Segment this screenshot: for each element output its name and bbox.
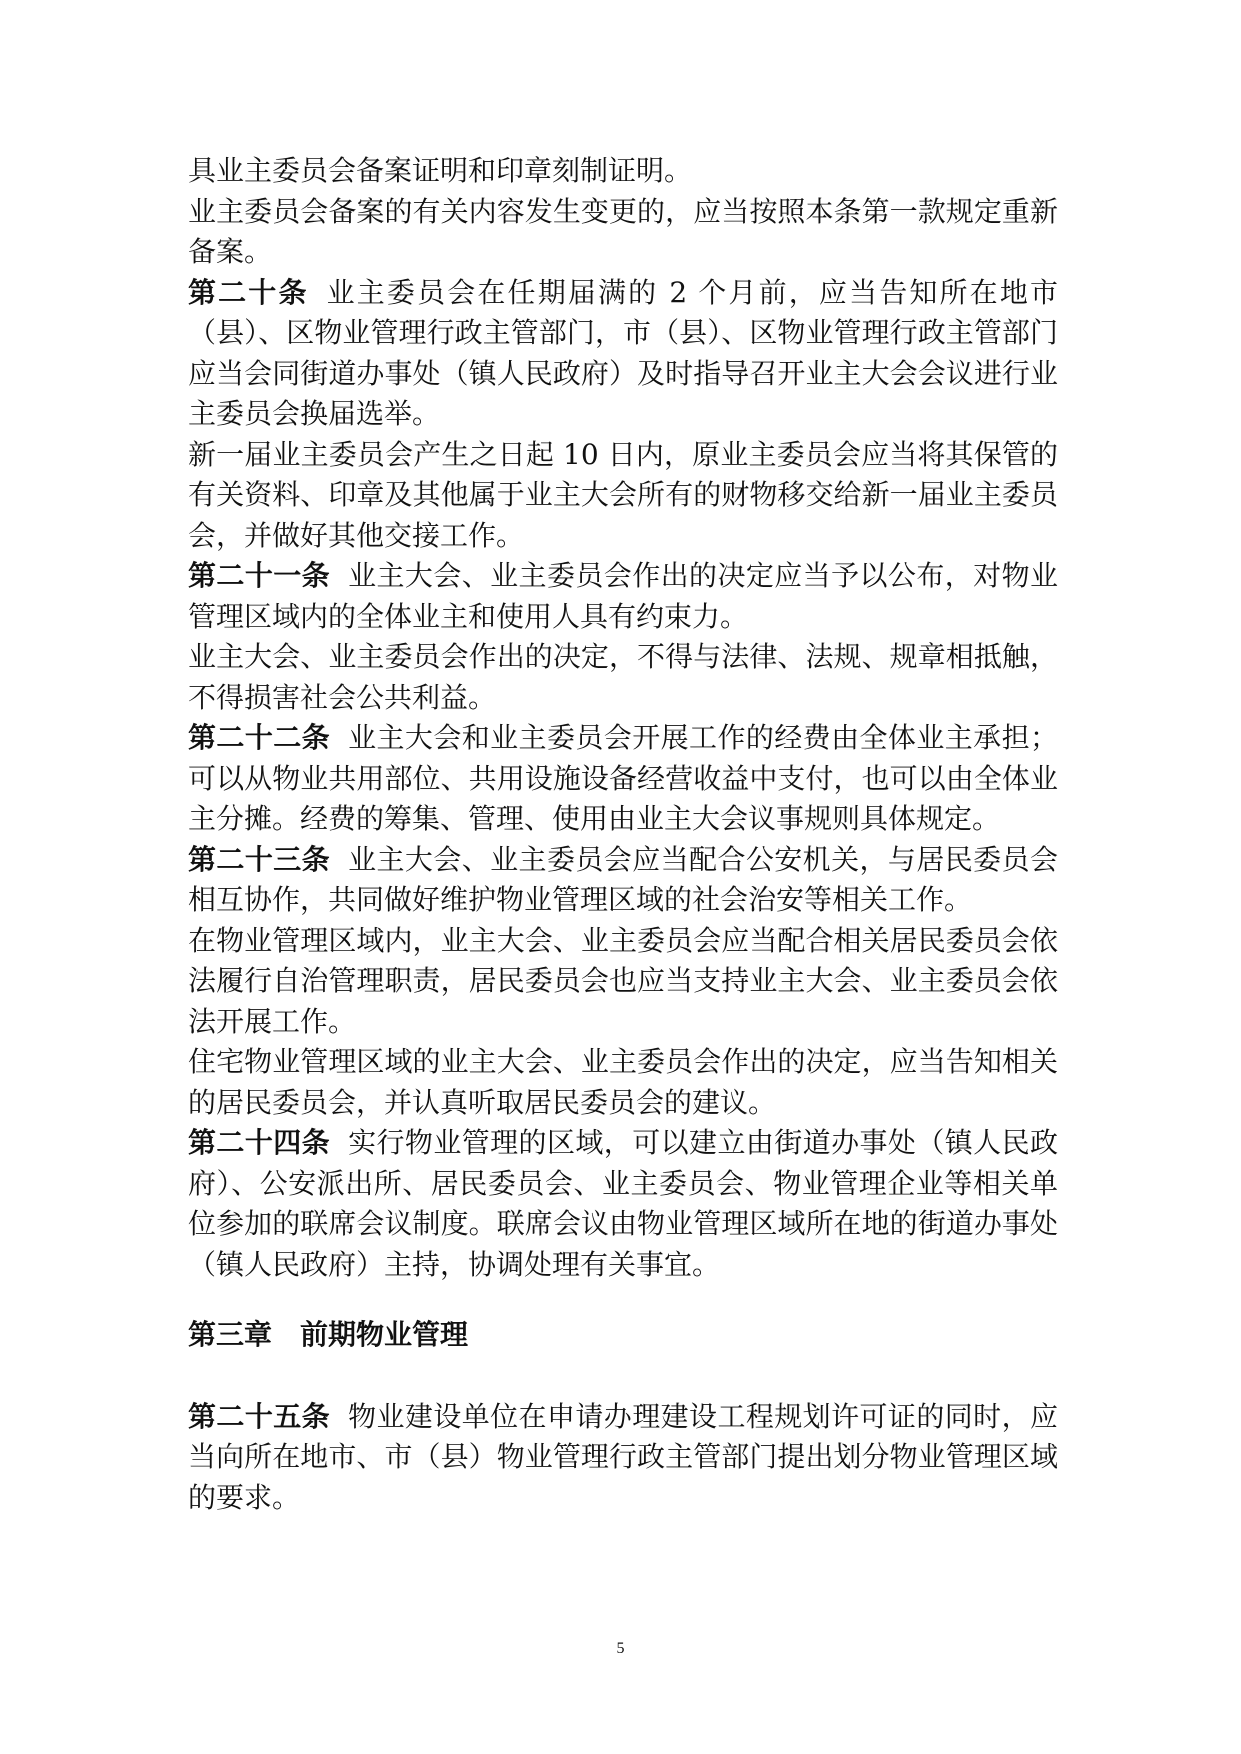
paragraph-text: 具业主委员会备案证明和印章刻制证明。 <box>188 154 693 187</box>
paragraph <box>188 1042 1058 1123</box>
paragraph-text: 业主大会和业主委员会开展工作的经费由全体业主承担；可以从物业共用部位、共用设施设备经营收益中支付，也可以由全体业主分摊。经费的筹集、管理、使用由业主大会议事规则具体规定。 <box>188 721 1058 835</box>
article-number: 第二十三条 <box>188 842 331 876</box>
article-number: 第二十二条 <box>188 721 331 754</box>
paragraph-text: 新一届业主委员会产生之日起 10 日内，原业主委员会应当将其保管的有关资料、印章及其他属于业主大会所有的财物移交给新一届业主委员会，并做好其他交接工作。 <box>188 437 1058 552</box>
spacer <box>188 1356 1058 1397</box>
spacer <box>188 1285 1058 1315</box>
article-number: 第二十条 <box>188 275 309 309</box>
article-paragraph <box>188 556 1058 637</box>
article-paragraph <box>188 1123 1058 1285</box>
paragraph <box>188 435 1058 557</box>
chapter-heading <box>188 1315 1058 1356</box>
article-number: 第二十一条 <box>188 559 331 592</box>
article-paragraph <box>188 718 1058 840</box>
paragraph-text: 业主委员会备案的有关内容发生变更的，应当按照本条第一款规定重新备案。 <box>188 194 1058 268</box>
article-paragraph <box>188 840 1058 921</box>
article-number: 第二十五条 <box>188 1399 331 1433</box>
paragraph-text: 在物业管理区域内，业主大会、业主委员会应当配合相关居民委员会依法履行自治管理职责，居民委员会也应当支持业主大会、业主委员会依法开展工作。 <box>188 923 1058 1038</box>
page-number: 5 <box>616 1640 625 1657</box>
article-paragraph <box>188 273 1058 435</box>
paragraph <box>188 921 1058 1043</box>
paragraph-text: 业主大会、业主委员会作出的决定应当予以公布，对物业管理区域内的全体业主和使用人具有约束力。 <box>188 559 1058 633</box>
paragraph-text: 业主大会、业主委员会应当配合公安机关，与居民委员会相互协作，共同做好维护物业管理区域的社会治安等相关工作。 <box>188 842 1058 916</box>
paragraph-text: 住宅物业管理区域的业主大会、业主委员会作出的决定，应当告知相关的居民委员会，并认真听取居民委员会的建议。 <box>188 1045 1058 1119</box>
paragraph <box>188 637 1058 718</box>
chapter-title: 前期物业管理 <box>300 1318 469 1351</box>
paragraph-text: 业主委员会在任期届满的 2 个月前，应当告知所在地市（县）、区物业管理行政主管部门，市（县）、区物业管理行政主管部门应当会同街道办事处（镇人民政府）及时指导召开业主大会会议进行业主委员会换届选举。 <box>188 275 1058 430</box>
paragraph-text: 业主大会、业主委员会作出的决定，不得与法律、法规、规章相抵触，不得损害社会公共利益。 <box>188 640 1058 714</box>
chapter-number: 第三章 <box>188 1318 273 1351</box>
paragraph-text: 物业建设单位在申请办理建设工程规划许可证的同时，应当向所在地市、市（县）物业管理行政主管部门提出划分物业管理区域的要求。 <box>188 1399 1058 1514</box>
article-number: 第二十四条 <box>188 1126 331 1159</box>
paragraph-text: 实行物业管理的区域，可以建立由街道办事处（镇人民政府）、公安派出所、居民委员会、业主委员会、物业管理企业等相关单位参加的联席会议制度。联席会议由物业管理区域所在地的街道办事处（镇人民政府）主持，协调处理有关事宜。 <box>188 1126 1058 1281</box>
paragraph <box>188 151 1058 192</box>
paragraph <box>188 192 1058 273</box>
document-body <box>188 151 1058 1518</box>
article-paragraph <box>188 1397 1058 1519</box>
